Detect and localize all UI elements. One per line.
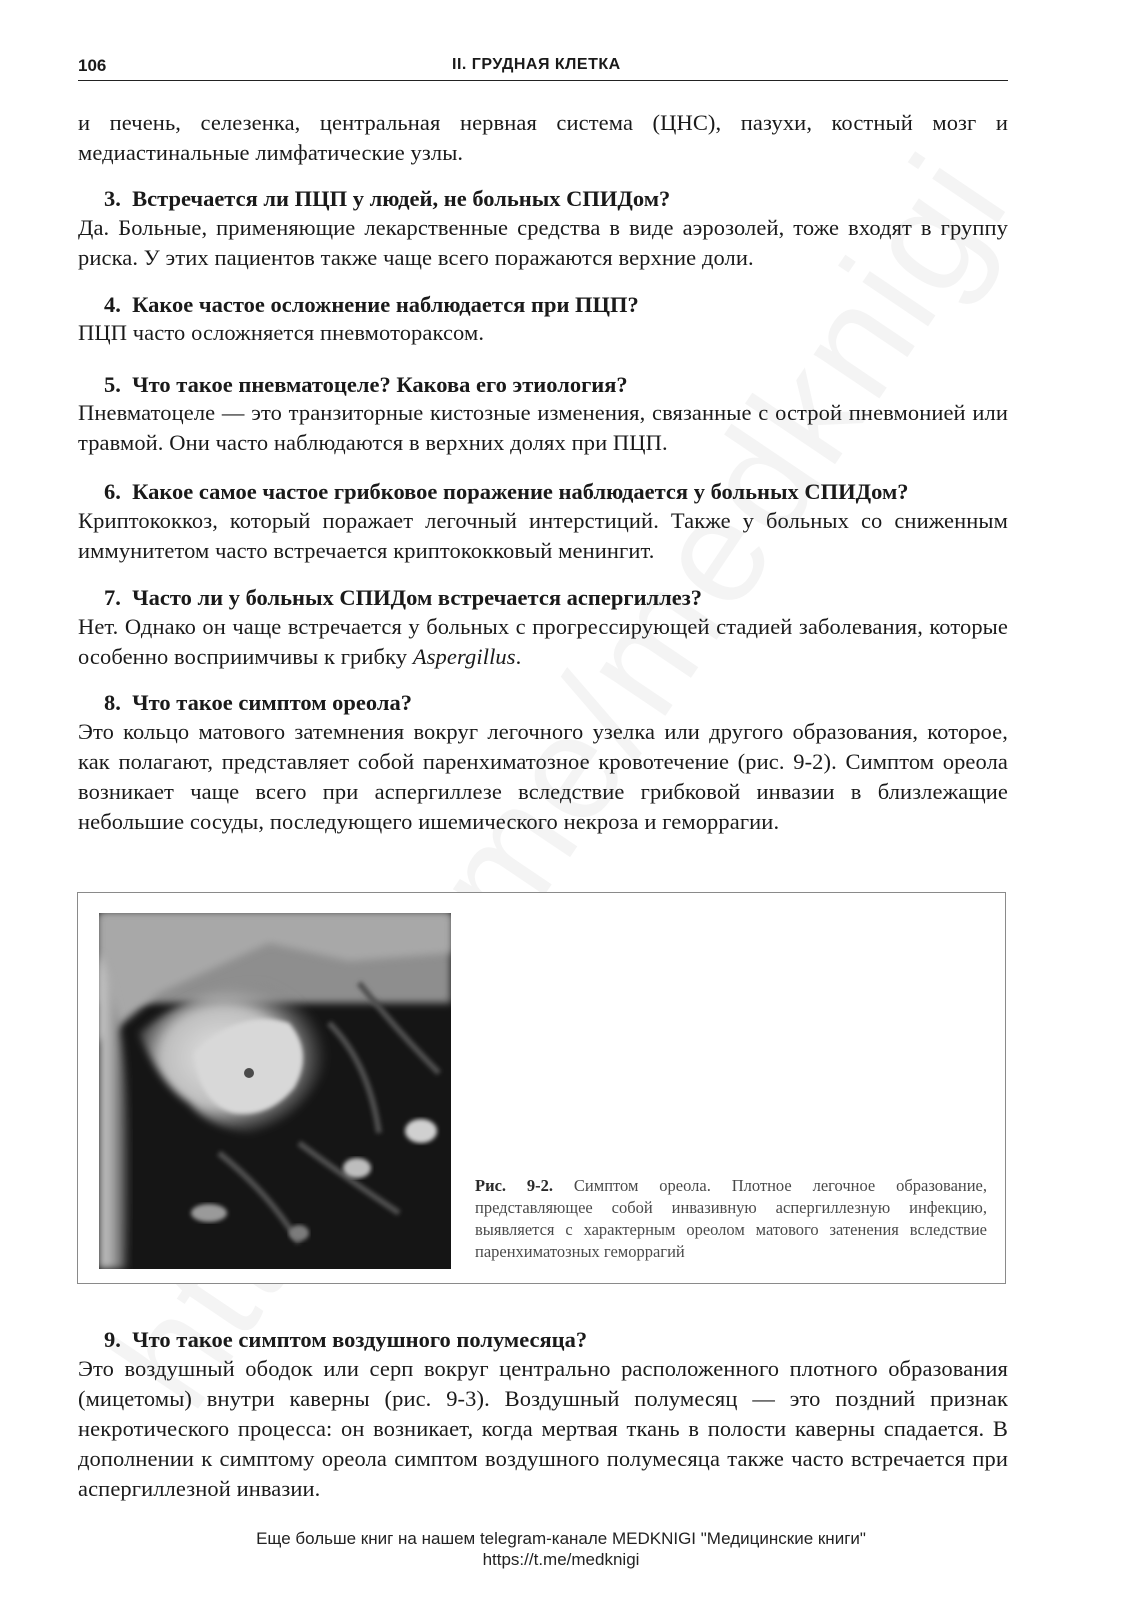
running-head: II. ГРУДНАЯ КЛЕТКА [452, 56, 621, 73]
answer-5: Пневматоцеле — это транзиторные кистозные изменения, связанные с острой пневмонией или травмой. Они часто наблюдаются в верхних долях при ПЦП. [78, 400, 1008, 455]
question-4: 4. Какое частое осложнение наблюдается при ПЦП? [104, 292, 639, 317]
figure-9-2 [77, 892, 1006, 1284]
xray-image [99, 913, 451, 1269]
question-8: 8. Что такое симптом ореола? [104, 690, 412, 715]
figure-caption-text: Симптом ореола. Плотное легочное образование, представляющее собой инвазивную аспергиллезную инфекцию, выявляется с характерным ореолом матового затенения вследствие паренхиматозных геморрагий [475, 1176, 987, 1261]
page-header [78, 54, 1008, 81]
footer-line-1: Еще больше книг на нашем telegram-канале MEDKNIGI "Медицинские книги" [256, 1529, 866, 1548]
question-7: 7. Часто ли у больных СПИДом встречается аспергиллез? [104, 585, 703, 610]
figure-caption [475, 1175, 987, 1263]
question-3: 3. Встречается ли ПЦП у людей, не больных СПИДом? [104, 186, 671, 211]
question-6: 6. Какое самое частое грибковое поражение наблюдается у больных СПИДом? [104, 479, 909, 504]
answer-9: Это воздушный ободок или серп вокруг центрально расположенного плотного образования (мицетомы) внутри каверны (рис. 9-3). Воздушный полумесяц — это поздний признак некротического процесса: он возникает, когда мертвая ткань в полости каверны спадается. В дополнении к симптому ореола симптом воздушного полумесяца также часто встречается при аспергиллезной инвазии. [78, 1356, 1008, 1501]
question-9: 9. Что такое симптом воздушного полумесяца? [104, 1327, 588, 1352]
page-number: 106 [78, 56, 107, 75]
answer-4: ПЦП часто осложняется пневмотораксом. [78, 320, 485, 345]
answer-8: Это кольцо матового затемнения вокруг легочного узелка или другого образования, которое, как полагают, представляет собой паренхиматозное кровотечение (рис. 9-2). Симптом ореола возникает чаще всего при аспергиллезе вследствие грибковой инвазии в близлежащие небольшие сосуды, последующего ишемического некроза и геморрагии. [78, 719, 1008, 834]
figure-caption-label: Рис. 9-2. [475, 1176, 554, 1195]
answer-6: Криптококкоз, который поражает легочный интерстиций. Также у больных со сниженным иммунитетом часто встречается криптококковый менингит. [78, 508, 1008, 563]
answer-7-text: Нет. Однако он чаще встречается у больных с прогрессирующей стадией заболевания, которые особенно восприимчивы к грибку [78, 614, 1008, 669]
question-5: 5. Что такое пневматоцеле? Какова его этиология? [104, 372, 628, 397]
intro-paragraph: и печень, селезенка, центральная нервная система (ЦНС), пазухи, костный мозг и медиастинальные лимфатические узлы. [78, 110, 1008, 165]
footer-link[interactable]: https://t.me/medknigi [482, 1550, 640, 1569]
answer-3: Да. Больные, применяющие лекарственные средства в виде аэрозолей, тоже входят в группу риска. У этих пациентов также чаще всего поражаются верхние доли. [78, 215, 1008, 270]
answer-7-end: . [515, 644, 522, 669]
answer-7 [78, 612, 1008, 672]
answer-7-italic: Aspergillus [412, 644, 516, 669]
